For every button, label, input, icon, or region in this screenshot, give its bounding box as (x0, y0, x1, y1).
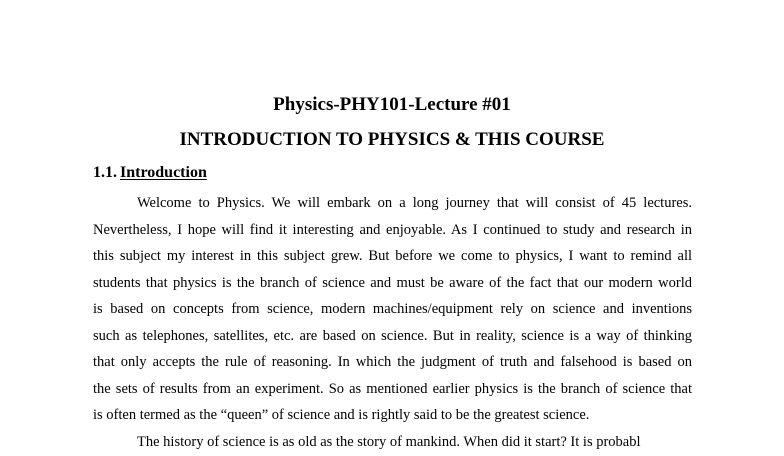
document-title: Physics-PHY101-Lecture #01 (273, 94, 511, 115)
paragraph-history (93, 429, 692, 456)
section-heading (93, 163, 207, 183)
section-title: Introduction (120, 164, 207, 181)
paragraph-line: such as telephones, satellites, etc. are based on science. But in reality, science is a way of thinking (93, 327, 692, 344)
paragraph-line: is often termed as the “queen” of science and is rightly said to be the greatest science. (93, 407, 590, 423)
paragraph-line: Welcome to Physics. We will embark on a long journey that will consist of 45 lectures. (137, 195, 692, 211)
document-subtitle: INTRODUCTION TO PHYSICS & THIS COURSE (179, 129, 605, 150)
paragraph-line: this subject my interest in this subject grew. But before we come to physics, I want to remind all (93, 248, 692, 264)
paragraph-line: the sets of results from an experiment. So as mentioned earlier physics is the branch of science that (93, 380, 692, 397)
paragraph-line: is based on concepts from science, modern machines/equipment rely on science and inventions (93, 301, 692, 317)
paragraph-line: that only accepts the rule of reasoning. In which the judgment of truth and falsehood is based on (93, 354, 692, 370)
paragraph-line: The history of science is as old as the story of mankind. When did it start? It is probabl (137, 434, 641, 450)
section-number: 1.1. (93, 164, 117, 181)
paragraph-line: Nevertheless, I hope will find it interesting and enjoyable. As I continued to study and research in (93, 221, 692, 238)
paragraph-line: students that physics is the branch of science and must be aware of the fact that our modern world (93, 274, 692, 291)
paragraph-introduction (93, 190, 692, 429)
